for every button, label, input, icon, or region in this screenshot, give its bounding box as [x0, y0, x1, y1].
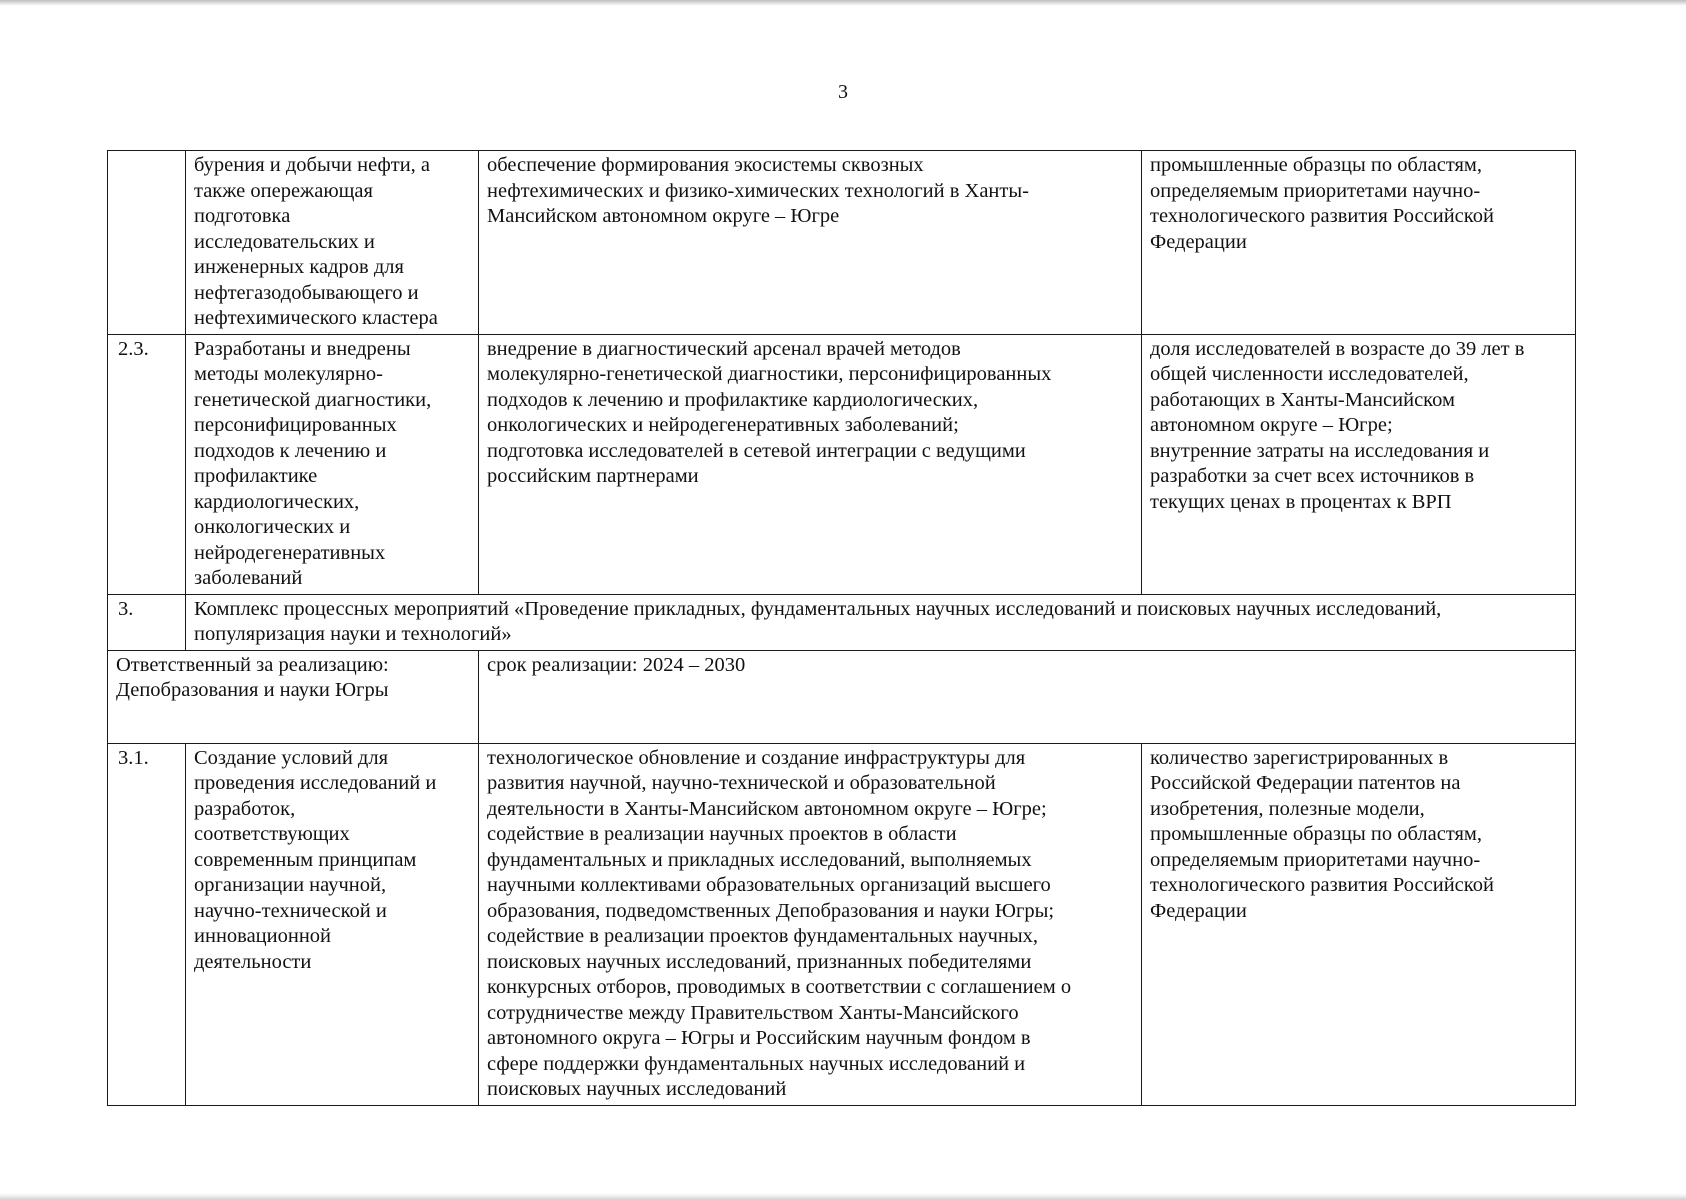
description-cell: внедрение в диагностический арсенал врачей методов молекулярно-генетической диагностики, персонифицированных подходов к лечению и профилактике кардиологических, онкологических и нейродегенеративных заболеваний; подготовка исследователей в сетевой интеграции с ведущими российским партнерами [479, 334, 1142, 594]
page-number: 3 [838, 81, 848, 103]
table-row [108, 743, 1576, 1105]
table-row [108, 650, 1576, 743]
section-title-cell: Комплекс процессных мероприятий «Проведение прикладных, фундаментальных научных исследований и поисковых научных исследований, популяризация науки и технологий» [186, 594, 1576, 650]
event-cell: бурения и добычи нефти, а также опережающая подготовка исследовательских и инженерных кадров для нефтегазодобывающего и нефтехимического кластера [186, 151, 479, 335]
term-cell: срок реализации: 2024 – 2030 [479, 650, 1576, 743]
responsible-cell: Ответственный за реализацию: Депобразования и науки Югры [108, 650, 479, 743]
table-row [108, 151, 1576, 335]
row-number-cell [108, 151, 186, 335]
description-cell: технологическое обновление и создание инфраструктуры для развития научной, научно-технической и образовательной деятельности в Ханты-Мансийском автономном округе – Югре; содействие в реализации научных проектов в области фундаментальных и прикладных исследований, выполняемых научными коллективами образовательных организаций высшего образования, подведомственных Депобразования и науки Югры; содействие в реализации проектов фундаментальных научных, поисковых научных исследований, признанных победителями конкурсных отборов, проводимых в соответствии с соглашением о сотрудничестве между Правительством Ханты-Мансийского автономного округа – Югры и Российским научным фондом в сфере поддержки фундаментальных научных исследований и поисковых научных исследований [479, 743, 1142, 1105]
scan-edge-top [0, 0, 1686, 6]
row-number-cell: 3. [108, 594, 186, 650]
event-cell: Разработаны и внедрены методы молекулярно- генетической диагностики, персонифицированных подходов к лечению и профилактике кардиологических, онкологических и нейродегенеративных заболеваний [186, 334, 479, 594]
indicators-cell: промышленные образцы по областям, определяемым приоритетами научно- технологического развития Российской Федерации [1142, 151, 1576, 335]
program-table [107, 150, 1576, 1106]
scan-edge-bottom [0, 1193, 1686, 1200]
table-row [108, 334, 1576, 594]
indicators-cell: доля исследователей в возрасте до 39 лет в общей численности исследователей, работающих в Ханты-Мансийском автономном округе – Югре; внутренние затраты на исследования и разработки за счет всех источников в текущих ценах в процентах к ВРП [1142, 334, 1576, 594]
description-cell: обеспечение формирования экосистемы сквозных нефтехимических и физико-химических технологий в Ханты- Мансийском автономном округе – Югре [479, 151, 1142, 335]
row-number-cell: 2.3. [108, 334, 186, 594]
event-cell: Создание условий для проведения исследований и разработок, соответствующих современным принципам организации научной, научно-технической и инновационной деятельности [186, 743, 479, 1105]
table-row [108, 594, 1576, 650]
indicators-cell: количество зарегистрированных в Российской Федерации патентов на изобретения, полезные модели, промышленные образцы по областям, определяемым приоритетами научно- технологического развития Российской Федерации [1142, 743, 1576, 1105]
row-number-cell: 3.1. [108, 743, 186, 1105]
